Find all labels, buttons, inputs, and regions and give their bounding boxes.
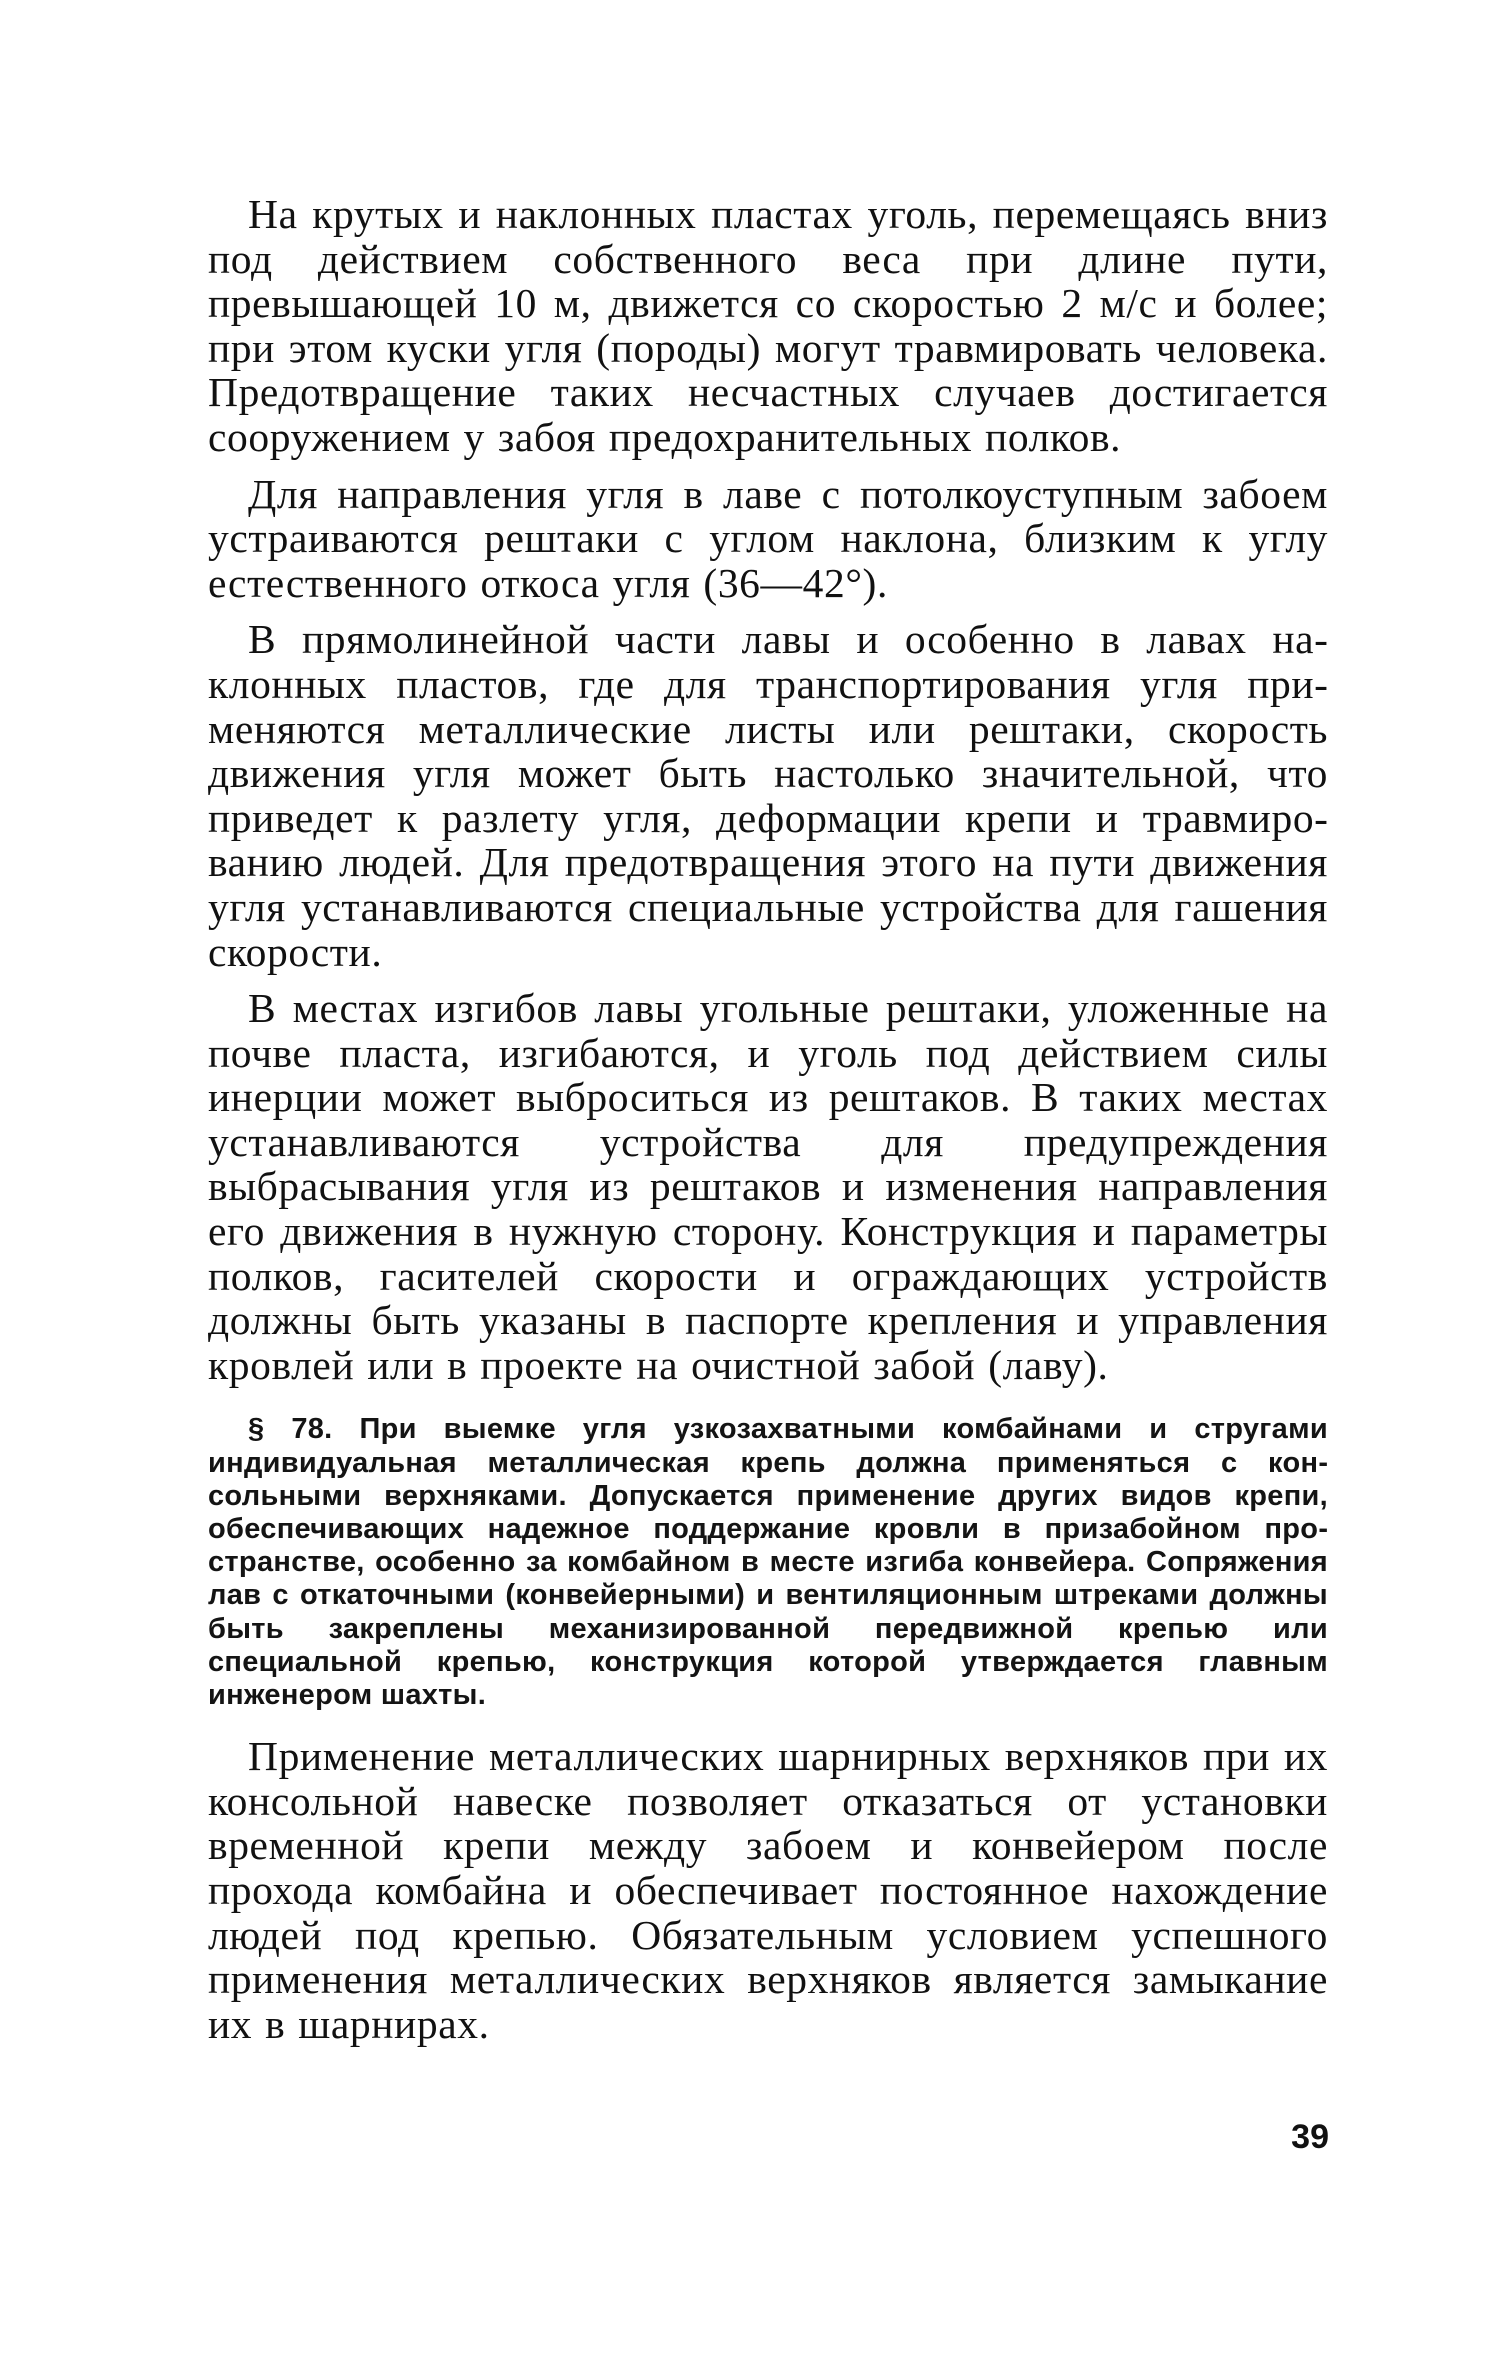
paragraph-1: На крутых и наклонных пластах уголь, перемещаясь вниз под действием собственного веса при длине пути, превышающей 10 м, движется со скоростью 2 м/с и более; при этом куски угля (породы) могут травмировать человека. Предотвращение таких несчастных случаев достигается сооружением у забоя предохранительных полков. bbox=[208, 191, 1328, 460]
paragraph-3: В прямолинейной части лавы и особенно в лавах наклонных пластов, где для транспортирования угля применяются металлические листы или рештаки, скорость движения угля может быть настолько значительной, что приведет к разлету угля, деформации крепи и травмированию людей. Для предотвращения этого на пути движения угля устанавливаются специальные устройства для гашения скорости. bbox=[208, 616, 1328, 975]
page-number: 39 bbox=[1291, 2118, 1329, 2156]
rule-paragraph-78: § 78. При выемке угля узкозахватными комбайнами и стругами индивидуальная металлическая крепь должна применяться с консольными верхняками. Допускается применение других видов крепи, обеспечивающих надежное поддержание кровли в призабойном пространстве, особенно за комбайном в месте изгиба конвейера. Сопряжения лав с откаточными (конвейерными) и вентиляционным штреками должны быть закреплены механизированной передвижной крепью или специальной крепью, конструкция которой утверждается главным инженером шахты. bbox=[208, 1413, 1328, 1712]
paragraph-2: Для направления угля в лаве с потолкоуступным забоем устраиваются рештаки с углом наклона, близким к углу естественного откоса угля (36—42°). bbox=[208, 470, 1328, 606]
page-body bbox=[208, 192, 1328, 2046]
closing-paragraph: Применение металлических шарнирных верхняков при их консольной навеске позволяет отказаться от установки временной крепи между забоем и конвейером после прохода комбайна и обеспечивает постоянное нахождение людей под крепью. Обязательным условием успешного применения металлических верхняков является замыкание их в шарнирах. bbox=[208, 1733, 1328, 2047]
paragraph-4: В местах изгибов лавы угольные рештаки, уложенные на почве пласта, изгибаются, и уголь под действием силы инерции может выброситься из рештаков. В таких местах устанавливаются устройства для предупреждения выбрасывания угля из рештаков и изменения направления его движения в нужную сторону. Конструкция и параметры полков, гасителей скорости и ограждающих устройств должны быть указаны в паспорте крепления и управления кровлей или в проекте на очистной забой (лаву). bbox=[208, 985, 1328, 1388]
